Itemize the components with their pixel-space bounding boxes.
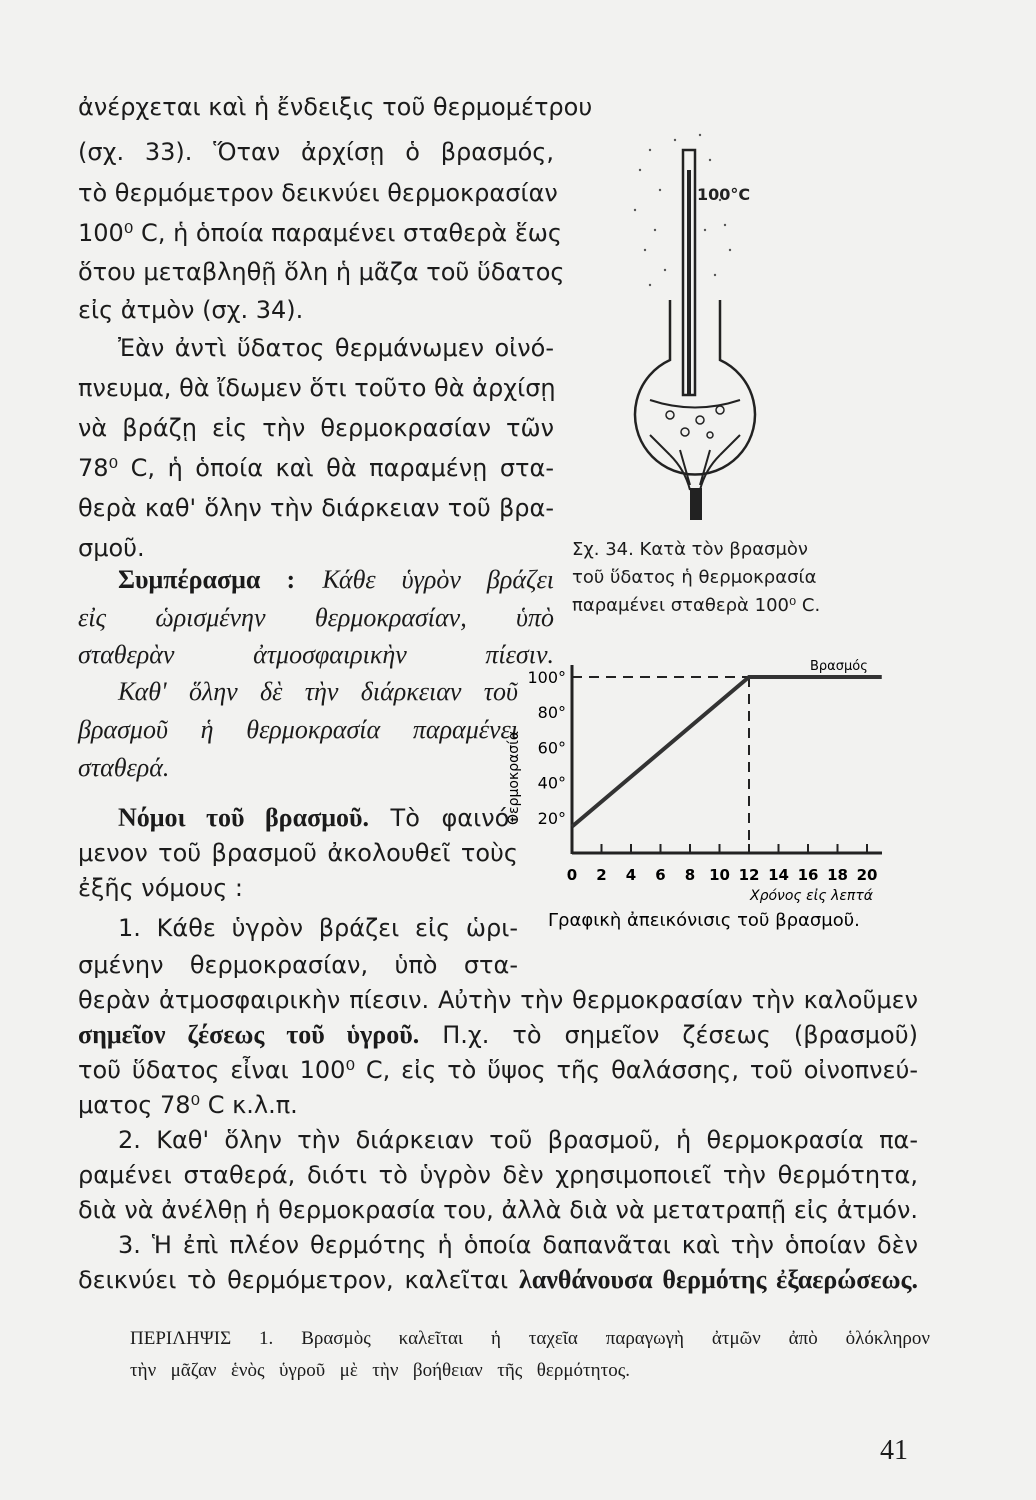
figure-caption-line [572, 536, 808, 564]
text-line: θερὰν ἀτμοσφαιρικὴν πίεσιν. Αὐτὴν τὴν θερμοκρασίαν τὴν καλοῦμεν [78, 986, 918, 1014]
y-tick-label: 40° [537, 773, 566, 793]
text-line: σταθερά. [78, 753, 170, 782]
burner [690, 488, 702, 520]
text-line: εἰς ὡρισμένην θερμοκρασίαν, ὑπὸ [78, 603, 554, 632]
text-line: ραμένει σταθερά, διότι τὸ ὑγρὸν δὲν χρησιμοποιεῖ τὴν θερμότητα, [78, 1161, 918, 1189]
burner-flame [670, 450, 720, 490]
x-tick-label: 14 [768, 866, 789, 884]
text-line: πνευμα, θὰ ἴδωμεν ὅτι τοῦτο θὰ ἀρχίσῃ [78, 374, 556, 402]
text-line: Ἐὰν ἀντὶ ὕδατος θερμάνωμεν οἰνό- [118, 334, 554, 362]
laws-heading-line [78, 803, 518, 833]
thermometer-label: 100°C [697, 185, 751, 204]
x-tick-label: 0 [566, 866, 578, 884]
x-tick-label: 4 [625, 866, 637, 884]
summary-line: τὴν μᾶζαν ἑνὸς ὑγροῦ μὲ τὴν βοήθειαν τῆς θερμότητος. [130, 1360, 630, 1381]
x-tick-label: 8 [684, 866, 696, 884]
text-line: βρασμοῦ ἡ θερμοκρασία παραμένει [78, 715, 518, 744]
y-tick-label: 60° [537, 738, 566, 758]
conclusion-label: Συμπέρασμα : [118, 565, 296, 594]
text-line: 1. Κάθε ὑγρὸν βράζει εἰς ὡρι- [118, 914, 518, 942]
flask-figure [590, 110, 810, 530]
text-line: σταθερὰν ἀτμοσφαιρικὴν πίεσιν. [78, 640, 554, 669]
boiling-point-term: σημεῖον ζέσεως τοῦ ὑγροῦ. [78, 1020, 420, 1049]
text-line: 78⁰ C, ἡ ὁποία καὶ θὰ παραμένῃ στα- [78, 454, 554, 482]
boiling-point-line [78, 1020, 918, 1050]
x-axis-label: Χρόνος εἰς λεπτά [750, 888, 874, 904]
text-line: ματος 78⁰ C κ.λ.π. [78, 1091, 298, 1119]
x-tick-label: 20 [856, 866, 878, 884]
y-tick-label: 20° [537, 808, 566, 828]
temperature-line [572, 677, 882, 827]
text-line: σμοῦ. [78, 534, 145, 562]
x-tick-label: 16 [797, 866, 819, 884]
figure-caption: τοῦ ὕδατος ἡ θερμοκρασία [572, 567, 817, 588]
laws-heading: Νόμοι τοῦ βρασμοῦ. [118, 803, 369, 832]
y-tick-label: 80° [537, 703, 566, 723]
text-line: τὸ θερμόμετρον δεικνύει θερμοκρασίαν [78, 179, 558, 207]
conclusion-line [78, 565, 554, 595]
text-line: δεικνύει τὸ θερμόμετρον, καλεῖται [78, 1266, 509, 1294]
text-line: Τὸ φαινό- [390, 804, 518, 832]
x-tick-label: 12 [738, 866, 760, 884]
text-line: σμένην θερμοκρασίαν, ὑπὸ στα- [78, 951, 518, 979]
text-line: 2. Καθ' ὅλην τὴν διάρκειαν τοῦ βρασμοῦ, ἡ θερμοκρασία πα- [118, 1126, 918, 1154]
text-line: νὰ βράζῃ εἰς τὴν θερμοκρασίαν τῶν [78, 414, 554, 442]
text-line: Π.χ. τὸ σημεῖον ζέσεως (βρασμοῦ) [442, 1021, 918, 1049]
text-line: εἰς ἀτμὸν (σχ. 34). [78, 296, 304, 324]
x-tick-label: 10 [709, 866, 730, 884]
figure-caption: Σχ. 34. Κατὰ τὸν βρασμὸν [572, 539, 808, 560]
text-line: διὰ νὰ ἀνέλθῃ ἡ θερμοκρασία του, ἀλλὰ διὰ νὰ μετατραπῇ εἰς ἀτμόν. [78, 1196, 918, 1224]
text-line: θερὰ καθ' ὅλην τὴν διάρκειαν τοῦ βρα- [78, 494, 554, 522]
annotation-label: Βρασμός [810, 659, 868, 674]
chart-title: Γραφικὴ ἀπεικόνισις τοῦ βρασμοῦ. [548, 910, 860, 931]
x-tick-label: 2 [596, 866, 607, 884]
text-line: ἀνέρχεται καὶ ἡ ἔνδειξις τοῦ θερμομέτρου [78, 93, 593, 121]
x-tick-label: 18 [827, 866, 848, 884]
y-axis-label: Θερμοκρασία [506, 730, 522, 825]
text-line: Κάθε ὑγρὸν βράζει [322, 565, 555, 594]
latent-heat-term: λανθάνουσα θερμότης ἐξαερώσεως. [518, 1265, 918, 1294]
summary-line: ΠΕΡΙΛΗΨΙΣ 1. Βρασμὸς καλεῖται ἡ ταχεῖα παραγωγὴ ἀτμῶν ἀπὸ ὁλόκληρον [130, 1328, 930, 1349]
text-line: 3. Ἡ ἐπὶ πλέον θερμότης ἡ ὁποία δαπανᾶται καὶ τὴν ὁποίαν δὲν [118, 1231, 918, 1259]
text-line: (σχ. 33). Ὅταν ἀρχίσῃ ὁ βρασμός, [78, 138, 554, 166]
boiling-chart [490, 640, 910, 940]
text-line: ἐξῆς νόμους : [78, 874, 244, 902]
text-line: Καθ' ὅλην δὲ τὴν διάρκειαν τοῦ [118, 677, 518, 706]
text-line: τοῦ ὕδατος εἶναι 100⁰ C, εἰς τὸ ὕψος τῆς θαλάσσης, τοῦ οἰνοπνεύ- [78, 1056, 918, 1084]
latent-heat-line [78, 1265, 918, 1295]
page-number: 41 [880, 1435, 908, 1466]
x-tick-label: 6 [655, 866, 666, 884]
text-line: μενον τοῦ βρασμοῦ ἀκολουθεῖ τοὺς [78, 839, 518, 867]
text-line: ὅτου μεταβληθῇ ὅλη ἡ μᾶζα τοῦ ὕδατος [78, 258, 565, 286]
figure-caption: παραμένει σταθερὰ 100⁰ C. [572, 595, 821, 616]
text-line: 100⁰ C, ἡ ὁποία παραμένει σταθερὰ ἕως [78, 219, 562, 247]
y-tick-label: 100° [527, 668, 566, 687]
bubbles [666, 406, 724, 438]
